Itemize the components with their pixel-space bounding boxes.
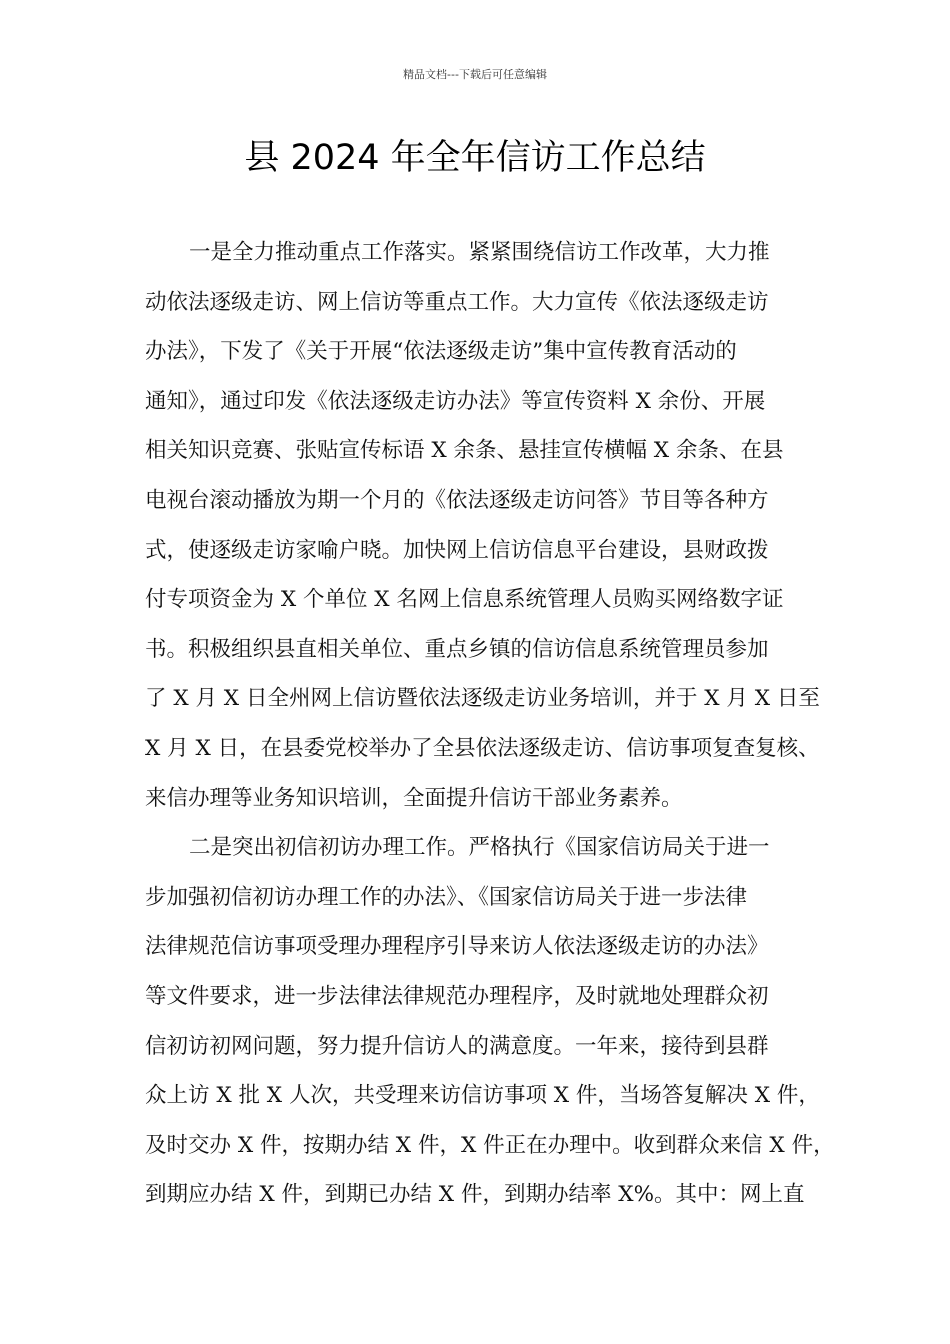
paragraph-2-line-2: 步加强初信初访办理工作的办法》、《国家信访局关于进一步法律 [145,884,748,910]
paragraph-1-line-8: 付专项资金为 X 个单位 X 名网上信息系统管理人员购买网络数字证 [145,587,784,613]
document-title: 县 2024 年全年信访工作总结 [244,138,706,178]
paragraph-1-line-3: 办法》，下发了《关于开展“依法逐级走访”集中宣传教育活动的 [145,339,737,365]
paragraph-1-line-12: 来信办理等业务知识培训，全面提升信访干部业务素养。 [145,785,683,811]
paragraph-2-line-4: 等文件要求，进一步法律法律规范办理程序，及时就地处理群众初 [145,983,769,1009]
paragraph-1-line-6: 电视台滚动播放为期一个月的《依法逐级走访问答》节目等各种方 [145,487,769,513]
paragraph-2-line-5: 信初访初网问题，努力提升信访人的满意度。一年来，接待到县群 [145,1033,769,1059]
page-header-note: 精品文档---下载后可任意编辑 [403,68,547,81]
paragraph-2-line-1: 二是突出初信初访办理工作。严格执行《国家信访局关于进一 [189,835,770,861]
paragraph-1-line-5: 相关知识竞赛、张贴宣传标语 X 余条、悬挂宣传横幅 X 余条、在县 [145,438,784,464]
paragraph-2-line-8: 到期应办结 X 件，到期已办结 X 件，到期办结率 X%。其中：网上直 [145,1182,805,1208]
paragraph-1-line-2: 动依法逐级走访、网上信访等重点工作。大力宣传《依法逐级走访 [145,289,769,315]
paragraph-2-line-7: 及时交办 X 件，按期办结 X 件，X 件正在办理中。收到群众来信 X 件， [145,1132,835,1158]
paragraph-2-line-3: 法律规范信访事项受理办理程序引导来访人依法逐级走访的办法》 [145,934,769,960]
paragraph-1-line-1: 一是全力推动重点工作落实。紧紧围绕信访工作改革，大力推 [189,240,770,265]
paragraph-1-line-9: 书。积极组织县直相关单位、重点乡镇的信访信息系统管理员参加 [145,636,769,662]
paragraph-1-line-10: 了 X 月 X 日全州网上信访暨依法逐级走访业务培训，并于 X 月 X 日至 [145,686,820,712]
document-body [145,228,835,1220]
paragraph-1-line-7: 式，使逐级走访家喻户晓。加快网上信访信息平台建设，县财政拨 [145,537,769,563]
paragraph-1-line-4: 通知》，通过印发《依法逐级走访办法》等宣传资料 X 余份、开展 [145,388,766,414]
paragraph-1-line-11: X 月 X 日，在县委党校举办了全县依法逐级走访、信访事项复查复核、 [145,735,820,761]
paragraph-2-line-6: 众上访 X 批 X 人次，共受理来访信访事项 X 件，当场答复解决 X 件， [145,1083,820,1109]
